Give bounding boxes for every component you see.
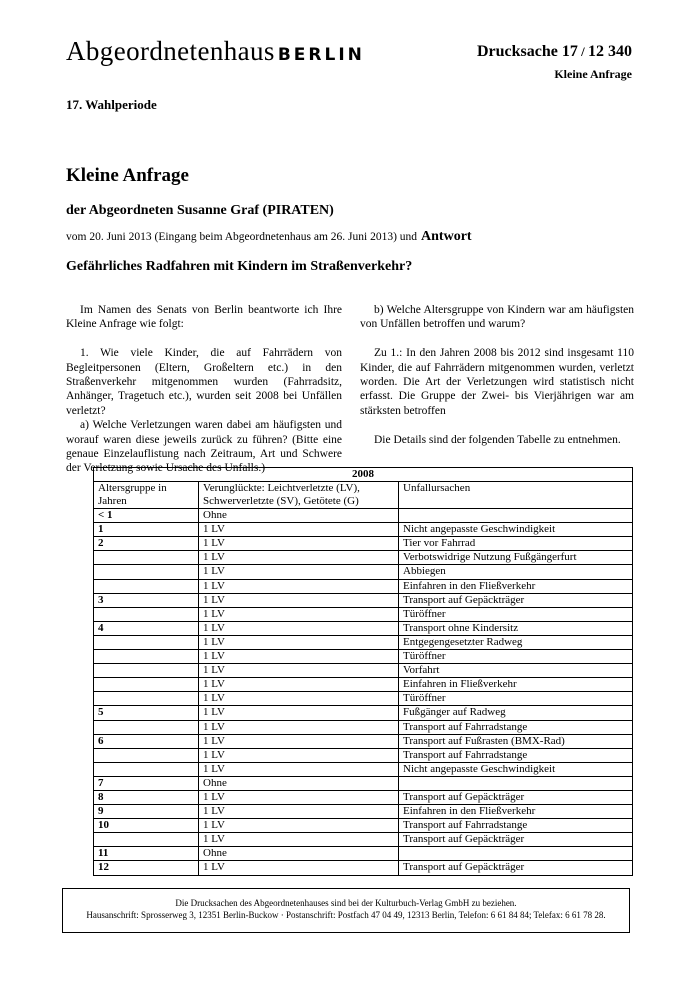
- cause-cell: Türöffner: [399, 650, 633, 664]
- footer-box: [62, 888, 630, 933]
- cause-cell: [399, 509, 633, 523]
- injured-cell: 1 LV: [199, 593, 399, 607]
- age-cell: 1: [94, 523, 199, 537]
- table-row: [94, 790, 633, 804]
- cause-cell: Transport auf Fußrasten (BMX-Rad): [399, 734, 633, 748]
- table-row: [94, 706, 633, 720]
- table-row: [94, 678, 633, 692]
- age-cell: [94, 720, 199, 734]
- age-cell: 2: [94, 537, 199, 551]
- injured-cell: Ohne: [199, 847, 399, 861]
- answer-label: Antwort: [421, 229, 472, 244]
- cause-cell: Einfahren in den Fließverkehr: [399, 805, 633, 819]
- cause-cell: Transport auf Gepäckträger: [399, 833, 633, 847]
- cause-cell: Vorfahrt: [399, 664, 633, 678]
- age-cell: 8: [94, 790, 199, 804]
- paragraph: Im Namen des Senats von Berlin beantworte ich Ihre Kleine Anfrage wie folgt:: [66, 304, 342, 331]
- cause-cell: [399, 847, 633, 861]
- table-row: [94, 650, 633, 664]
- table-row: [94, 565, 633, 579]
- injured-cell: 1 LV: [199, 607, 399, 621]
- age-cell: [94, 678, 199, 692]
- table-row: [94, 861, 633, 875]
- cause-cell: Abbiegen: [399, 565, 633, 579]
- drucksache-number: [477, 43, 632, 61]
- cause-cell: Transport auf Gepäckträger: [399, 790, 633, 804]
- author-line: der Abgeordneten Susanne Graf (PIRATEN): [66, 203, 334, 218]
- age-cell: 10: [94, 819, 199, 833]
- cause-cell: Nicht angepasste Geschwindigkeit: [399, 762, 633, 776]
- table-year-row: [94, 468, 633, 482]
- table-row: [94, 551, 633, 565]
- injured-cell: 1 LV: [199, 537, 399, 551]
- injured-cell: Ohne: [199, 776, 399, 790]
- paragraph: a) Welche Verletzungen waren dabei am häufigsten und worauf waren diese jeweils zurück zu führen? (Bitte eine genaue Einzelauflistung nach Zeitraum, Art und Schwere der Verletzung sowie Ursache des Unfalls.): [66, 419, 342, 475]
- table-row: [94, 635, 633, 649]
- age-cell: 9: [94, 805, 199, 819]
- injured-cell: 1 LV: [199, 805, 399, 819]
- cause-cell: Transport auf Fahrradstange: [399, 748, 633, 762]
- injured-cell: Ohne: [199, 509, 399, 523]
- footer-line-1: Die Drucksachen des Abgeordnetenhauses sind bei der Kulturbuch-Verlag GmbH zu beziehen.: [175, 898, 517, 908]
- injured-cell: 1 LV: [199, 734, 399, 748]
- age-cell: [94, 664, 199, 678]
- age-cell: < 1: [94, 509, 199, 523]
- cause-cell: Fußgänger auf Radweg: [399, 706, 633, 720]
- age-cell: [94, 650, 199, 664]
- drucksache-separator: /: [577, 44, 588, 59]
- age-cell: 4: [94, 621, 199, 635]
- injured-cell: 1 LV: [199, 720, 399, 734]
- footer-line-2: Hausanschrift: Sprosserweg 3, 12351 Berlin-Buckow · Postanschrift: Postfach 47 04 49, 12313 Berlin, Telefon: 6 61 84 84; Telefax: 6 61 78 28.: [86, 910, 606, 920]
- age-cell: [94, 748, 199, 762]
- age-cell: [94, 833, 199, 847]
- table-row: [94, 748, 633, 762]
- body-right-column: [360, 303, 634, 461]
- cause-cell: Tier vor Fahrrad: [399, 537, 633, 551]
- table-row: [94, 509, 633, 523]
- accident-table: [93, 467, 633, 876]
- table-year: 2008: [94, 468, 633, 482]
- age-cell: [94, 565, 199, 579]
- injured-cell: 1 LV: [199, 551, 399, 565]
- cause-cell: Einfahren in den Fließverkehr: [399, 579, 633, 593]
- paragraph: Die Details sind der folgenden Tabelle zu entnehmen.: [374, 433, 621, 446]
- cause-cell: Türöffner: [399, 607, 633, 621]
- age-cell: 3: [94, 593, 199, 607]
- body-left-column: [66, 303, 342, 490]
- injured-cell: 1 LV: [199, 664, 399, 678]
- injured-cell: 1 LV: [199, 819, 399, 833]
- age-cell: 7: [94, 776, 199, 790]
- age-cell: 12: [94, 861, 199, 875]
- injured-cell: 1 LV: [199, 565, 399, 579]
- doc-type: Kleine Anfrage: [554, 67, 632, 81]
- col-header-causes: Unfallursachen: [399, 482, 633, 509]
- age-cell: [94, 635, 199, 649]
- cause-cell: Transport auf Gepäckträger: [399, 861, 633, 875]
- cause-cell: Entgegengesetzter Radweg: [399, 635, 633, 649]
- age-cell: 11: [94, 847, 199, 861]
- age-cell: [94, 607, 199, 621]
- table-row: [94, 762, 633, 776]
- cause-cell: Transport auf Gepäckträger: [399, 593, 633, 607]
- cause-cell: Türöffner: [399, 692, 633, 706]
- accident-table-container: [93, 467, 633, 876]
- subject-line: Gefährliches Radfahren mit Kindern im Straßenverkehr?: [66, 259, 413, 274]
- table-row: [94, 819, 633, 833]
- table-row: [94, 720, 633, 734]
- cause-cell: Einfahren in Fließverkehr: [399, 678, 633, 692]
- age-cell: [94, 762, 199, 776]
- table-row: [94, 593, 633, 607]
- dateline-text: vom 20. Juni 2013 (Eingang beim Abgeordnetenhaus am 26. Juni 2013) und: [66, 231, 418, 243]
- brand-city: BERLIN: [277, 45, 365, 65]
- paragraph: Zu 1.: In den Jahren 2008 bis 2012 sind insgesamt 110 Kinder, die auf Fahrrädern mitgenommen wurden, verletzt worden. Die Art der Verletzungen wird statistisch nicht erfasst. Die Gruppe der Zwei- bis Vierjährigen war am stärksten betroffen: [360, 347, 634, 417]
- age-cell: [94, 692, 199, 706]
- cause-cell: Transport auf Fahrradstange: [399, 819, 633, 833]
- table-header-row: [94, 482, 633, 509]
- cause-cell: Transport auf Fahrradstange: [399, 720, 633, 734]
- paragraph: 1. Wie viele Kinder, die auf Fahrrädern von Begleitpersonen (Eltern, Großeltern etc.) in den Straßenverkehr mitgenommen wurden (Fahrradsitz, Anhänger, Tragetuch etc.), wurden seit 2008 bei Unfällen verletzt?: [66, 347, 342, 417]
- table-row: [94, 621, 633, 635]
- table-row: [94, 579, 633, 593]
- injured-cell: 1 LV: [199, 678, 399, 692]
- injured-cell: 1 LV: [199, 861, 399, 875]
- table-row: [94, 833, 633, 847]
- table-row: [94, 523, 633, 537]
- col-header-age: Altersgruppe in Jahren: [94, 482, 199, 509]
- age-cell: [94, 579, 199, 593]
- injured-cell: 1 LV: [199, 621, 399, 635]
- drucksache-label: Drucksache 17: [476, 43, 578, 60]
- injured-cell: 1 LV: [199, 523, 399, 537]
- brand-name: Abgeordnetenhaus: [66, 36, 275, 66]
- dateline: [66, 229, 472, 245]
- paragraph: b) Welche Altersgruppe von Kindern war am häufigsten von Unfällen betroffen und warum?: [360, 304, 634, 331]
- injured-cell: 1 LV: [199, 650, 399, 664]
- injured-cell: 1 LV: [199, 635, 399, 649]
- col-header-injured: Verunglückte: Leichtverletzte (LV), Schwerverletzte (SV), Getötete (G): [199, 482, 399, 509]
- cause-cell: [399, 776, 633, 790]
- table-row: [94, 607, 633, 621]
- injured-cell: 1 LV: [199, 833, 399, 847]
- injured-cell: 1 LV: [199, 692, 399, 706]
- table-row: [94, 664, 633, 678]
- page-title: Kleine Anfrage: [66, 165, 189, 186]
- table-row: [94, 537, 633, 551]
- injured-cell: 1 LV: [199, 748, 399, 762]
- drucksache-value: 12 340: [588, 43, 632, 60]
- table-row: [94, 805, 633, 819]
- table-row: [94, 734, 633, 748]
- age-cell: [94, 551, 199, 565]
- age-cell: 6: [94, 734, 199, 748]
- cause-cell: Nicht angepasste Geschwindigkeit: [399, 523, 633, 537]
- injured-cell: 1 LV: [199, 790, 399, 804]
- table-row: [94, 847, 633, 861]
- injured-cell: 1 LV: [199, 762, 399, 776]
- table-row: [94, 776, 633, 790]
- table-row: [94, 692, 633, 706]
- legislative-period: 17. Wahlperiode: [66, 97, 157, 112]
- age-cell: 5: [94, 706, 199, 720]
- injured-cell: 1 LV: [199, 706, 399, 720]
- cause-cell: Transport ohne Kindersitz: [399, 621, 633, 635]
- injured-cell: 1 LV: [199, 579, 399, 593]
- brand-logo: [66, 36, 365, 67]
- cause-cell: Verbotswidrige Nutzung Fußgängerfurt: [399, 551, 633, 565]
